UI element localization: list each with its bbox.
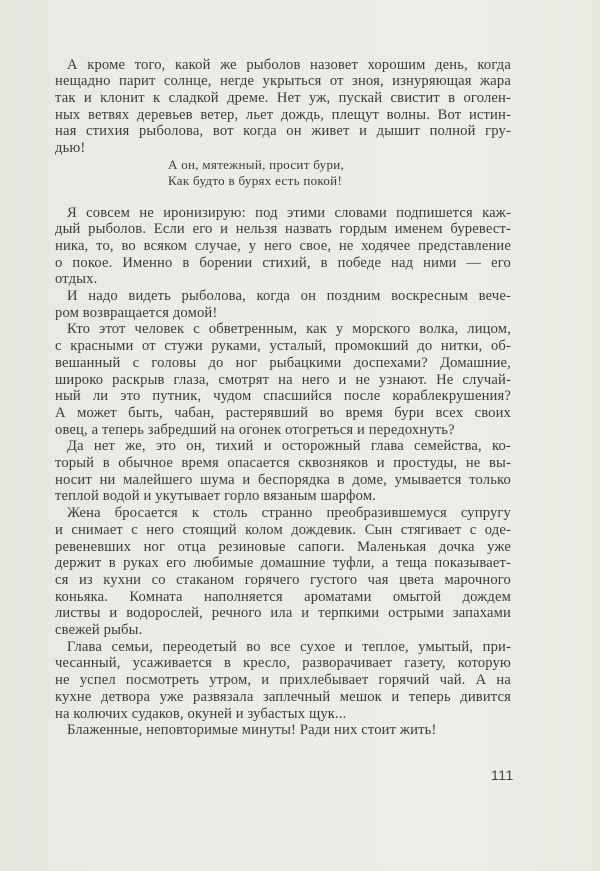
text-line: дый рыболов. Если его и нельзя назвать гордым именем буревест-: [55, 221, 511, 238]
text-line: ный ли это путник, чудом спасшийся после кораблекрушения?: [55, 388, 511, 405]
text-line: держит в руках его любимые домашние туфли, а теща показывает-: [55, 555, 511, 572]
text-line: отдых.: [55, 271, 98, 288]
text-line: кухне детвора уже развязала заплечный мешок и теперь дивится: [55, 688, 511, 705]
text-line: дью!: [55, 140, 86, 156]
text-line: так и клонит к сладкой дреме. Нет уж, пускай свистит в оголен-: [55, 89, 511, 106]
text-line: коньяка. Комната наполняется ароматами омытой дождем: [55, 588, 511, 605]
text-line: широко раскрыв глаза, смотрят на него и не узнают. Не случай-: [55, 371, 511, 388]
text-line: нещадно парит солнце, негде укрыться от зноя, изнуряющая жара: [55, 73, 511, 90]
text-line: ника, то, во всяком случае, у него свое, не ходячее представление: [55, 237, 511, 254]
text-line: и снимает с него стоящий колом дождевик. Сын стягивает с оде-: [55, 521, 511, 538]
page-number: 111: [491, 767, 514, 783]
text-line: ная стихия рыболова, вот когда он живет и дышит полной гру-: [55, 123, 511, 140]
text-line: не успел посмотреть утром, и прихлебывает горячий чай. А на: [55, 672, 511, 689]
text-line: Да нет же, это он, тихий и осторожный глава семейства, ко-: [67, 438, 511, 455]
text-line: ся из кухни со стаканом горячего густого чая цвета марочного: [55, 571, 511, 588]
text-line: носит ни малейшего шума и беспорядка в доме, умывается только: [55, 471, 511, 488]
text-line: о покое. Именно в борении стихий, в победе над ними — его: [55, 254, 511, 271]
text-line: на колючих судаков, окуней и зубастых щук...: [55, 705, 347, 722]
text-line: ром возвращается домой!: [55, 304, 218, 321]
text-line: свежей рыбы.: [55, 622, 143, 638]
text-line: чесанный, усаживается в кресло, разворачивает газету, которую: [55, 655, 511, 672]
text-line: Глава семьи, переодетый во все сухое и теплое, умытый, при-: [67, 638, 511, 655]
text-line: А кроме того, какой же рыболов назовет хорошим день, когда: [67, 56, 511, 73]
text-line: ревеневших ног отца резиновые сапоги. Маленькая дочка уже: [55, 538, 511, 555]
verse-line: Как будто в бурях есть покой!: [168, 172, 343, 188]
text-line: А может быть, чабан, растерявший во время бури всех своих: [55, 404, 511, 421]
text-line: Блаженные, неповторимые минуты! Ради них стоит жить!: [67, 722, 437, 739]
text-line: теплой водой и укутывает горло вязаным шарфом.: [55, 488, 377, 505]
text-line: ных ветвях деревьев ветер, льет дождь, плещут волны. Вот истин-: [55, 106, 511, 123]
text-line: Я совсем не иронизирую: под этими словами подпишется каж-: [67, 204, 511, 221]
text-line: И надо видеть рыболова, когда он поздним воскресным вече-: [67, 288, 511, 304]
text-line: торый в обычное время опасается сквозняков и простуды, не вы-: [55, 455, 511, 471]
text-line: вешанный с головы до ног рыбацкими доспехами? Домашние,: [55, 354, 511, 371]
text-line: овец, а теперь забредший на огонек отогреться и передохнуть?: [55, 421, 455, 438]
text-line: листвы и водорослей, речного ила и терпкими острыми запахами: [55, 605, 511, 622]
text-line: Жена бросается к столь странно преобразившемуся супругу: [67, 505, 511, 522]
verse-line: А он, мятежный, просит бури,: [168, 156, 345, 172]
text-line: с красными от стужи руками, усталый, промокший до нитки, об-: [55, 338, 511, 355]
text-line: Кто этот человек с обветренным, как у морского волка, лицом,: [67, 321, 511, 338]
